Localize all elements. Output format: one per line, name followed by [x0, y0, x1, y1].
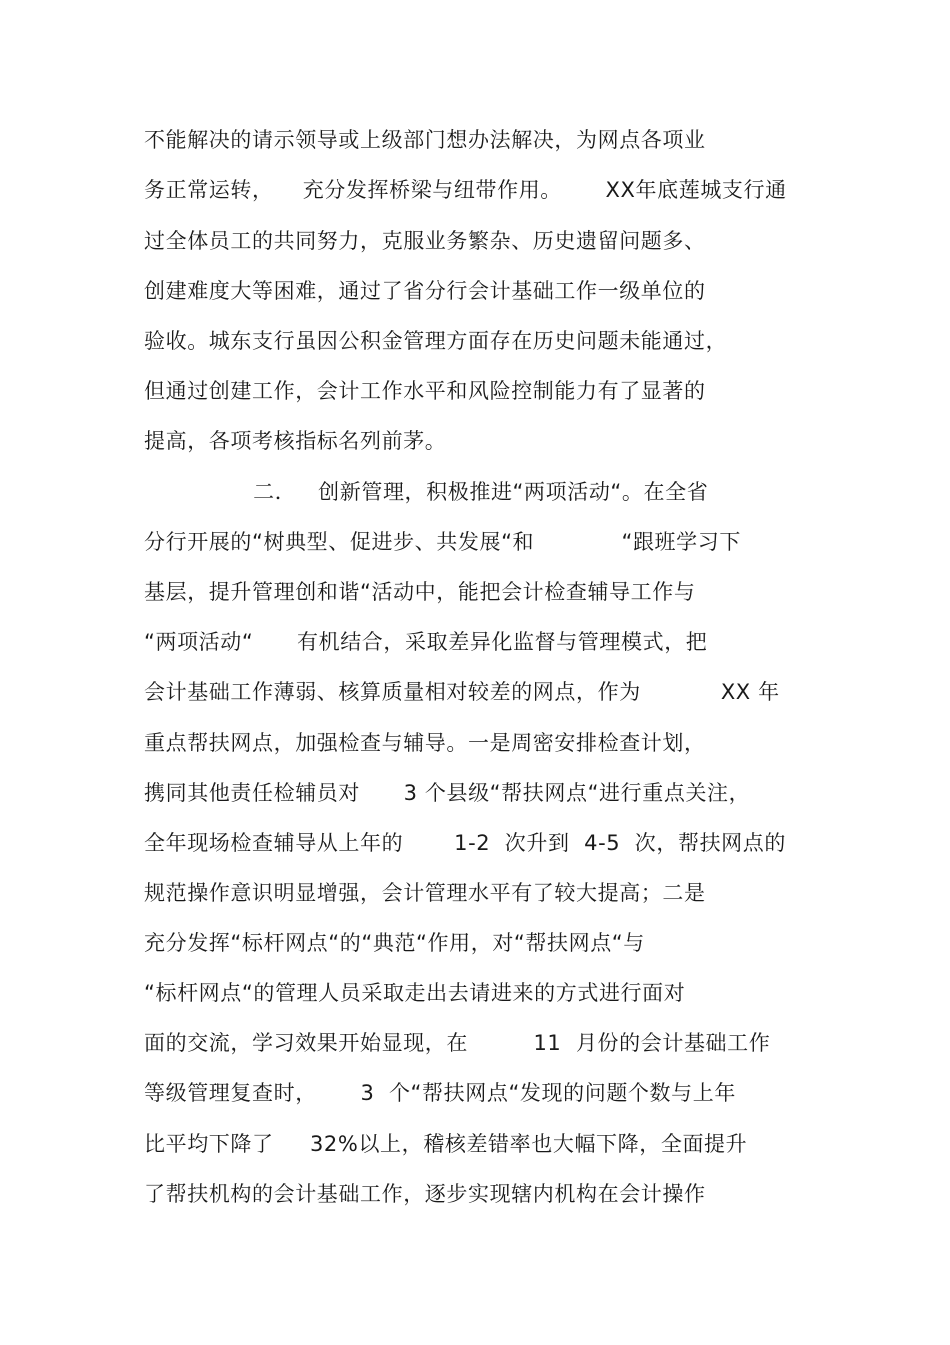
text-line: “两项活动“ 有机结合，采取差异化监督与管理模式，把: [144, 630, 708, 654]
text-line: 了帮扶机构的会计基础工作，逐步实现辖内机构在会计操作: [144, 1182, 706, 1206]
text-line: 全年现场检查辅导从上年的 1-2 次升到 4-5 次，帮扶网点的: [144, 831, 786, 855]
text-line: 分行开展的“树典型、促进步、共发展“和 “跟班学习下: [144, 530, 741, 554]
text-line: 等级管理复查时， 3 个“帮扶网点“发现的问题个数与上年: [144, 1081, 736, 1105]
section-heading-line: 二． 创新管理，积极推进“两项活动“。在全省: [144, 480, 709, 504]
text-line: 重点帮扶网点，加强检查与辅导。一是周密安排检查计划，: [144, 731, 706, 755]
text-line: 验收。城东支行虽因公积金管理方面存在历史问题未能通过，: [144, 329, 728, 353]
text-line: 务正常运转， 充分发挥桥梁与纽带作用。 XX年底莲城支行通: [144, 178, 787, 202]
text-line: 携同其他责任检辅员对 3 个县级“帮扶网点“进行重点关注，: [144, 781, 751, 805]
text-line: 面的交流，学习效果开始显现，在 11 月份的会计基础工作: [144, 1031, 771, 1055]
text-line: 比平均下降了 32%以上，稽核差错率也大幅下降，全面提升: [144, 1132, 748, 1156]
text-line: 充分发挥“标杆网点“的“典范“作用，对“帮扶网点“与: [144, 931, 645, 955]
text-line: “标杆网点“的管理人员采取走出去请进来的方式进行面对: [144, 981, 686, 1005]
text-line: 基层，提升管理创和谐“活动中，能把会计检查辅导工作与: [144, 580, 696, 604]
text-line: 规范操作意识明显增强，会计管理水平有了较大提高；二是: [144, 881, 706, 905]
text-line: 过全体员工的共同努力，克服业务繁杂、历史遗留问题多、: [144, 229, 706, 253]
text-line: 但通过创建工作，会计工作水平和风险控制能力有了显著的: [144, 379, 706, 403]
text-line: 会计基础工作薄弱、核算质量相对较差的网点，作为 XX 年: [144, 680, 780, 704]
text-line: 创建难度大等困难，通过了省分行会计基础工作一级单位的: [144, 279, 706, 303]
text-line: 不能解决的请示领导或上级部门想办法解决，为网点各项业: [144, 128, 706, 152]
text-line: 提高，各项考核指标名列前茅。: [144, 429, 447, 453]
